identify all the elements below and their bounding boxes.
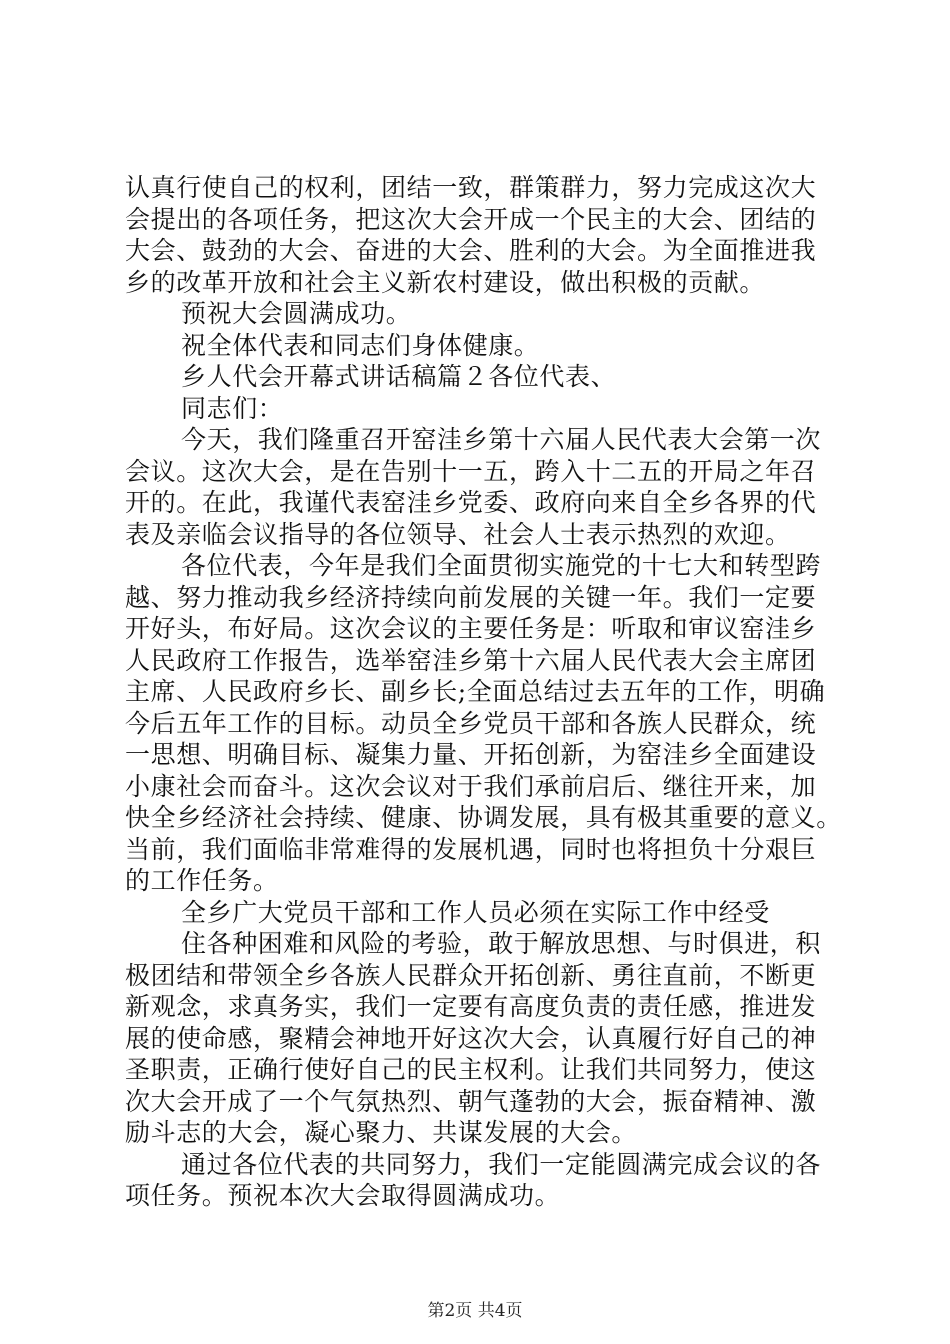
text-line: 越、努力推动我乡经济持续向前发展的关键一年。我们一定要 [125, 582, 817, 612]
text-line: 预祝大会圆满成功。 [181, 299, 412, 328]
text-line: 住各种困难和风险的考验，敢于解放思想、与时俱进，积 [181, 929, 822, 958]
text-line: 会提出的各项任务，把这次大会开成一个民主的大会、团结的 [125, 204, 817, 234]
text-line: 乡人代会开幕式讲话稿篇２各位代表、 [181, 362, 617, 391]
text-line: 新观念，求真务实，我们一定要有高度负责的责任感，推进发 [125, 992, 817, 1021]
text-line: 展的使命感，聚精会神地开好这次大会，认真履行好自己的神 [125, 1023, 817, 1053]
text-line: 项任务。预祝本次大会取得圆满成功。 [125, 1181, 561, 1210]
text-line: 极团结和带领全乡各族人民群众开拓创新、勇往直前，不断更 [125, 960, 817, 990]
text-line: 大会、鼓劲的大会、奋进的大会、胜利的大会。为全面推进我 [125, 236, 817, 265]
text-line: 今后五年工作的目标。动员全乡党员干部和各族人民群众，统 [125, 708, 817, 738]
text-line: 人民政府工作报告，选举窑洼乡第十六届人民代表大会主席团 [125, 645, 817, 675]
text-line: 一思想、明确目标、凝集力量、开拓创新，为窑洼乡全面建设 [125, 740, 817, 769]
text-line: 小康社会而奋斗。这次会议对于我们承前启后、继往开来，加 [125, 771, 817, 801]
text-line: 祝全体代表和同志们身体健康。 [181, 330, 540, 360]
page-footer: 第2页 共4页 [427, 1301, 523, 1321]
text-line: 认真行使自己的权利，团结一致，群策群力，努力完成这次大 [125, 173, 817, 202]
text-line: 快全乡经济社会持续、健康、协调发展，具有极其重要的意义。 [125, 803, 842, 832]
text-line: 同志们： [181, 393, 284, 423]
text-line: 通过各位代表的共同努力，我们一定能圆满完成会议的各 [181, 1149, 822, 1179]
text-line: 主席、人民政府乡长、副乡长;全面总结过去五年的工作，明确 [125, 677, 826, 706]
text-line: 全乡广大党员干部和工作人员必须在实际工作中经受 [181, 897, 770, 927]
text-line: 的工作任务。 [125, 866, 279, 895]
text-line: 圣职责，正确行使好自己的民主权利。让我们共同努力，使这 [125, 1055, 817, 1084]
text-line: 次大会开成了一个气氛热烈、朝气蓬勃的大会，振奋精神、激 [125, 1086, 817, 1116]
text-line: 当前，我们面临非常难得的发展机遇，同时也将担负十分艰巨 [125, 834, 817, 864]
text-line: 励斗志的大会，凝心聚力、共谋发展的大会。 [125, 1118, 638, 1147]
document-body [125, 172, 845, 1212]
text-line: 开的。在此，我谨代表窑洼乡党委、政府向来自全乡各界的代 [125, 488, 817, 517]
text-line: 各位代表，今年是我们全面贯彻实施党的十七大和转型跨 [181, 551, 822, 580]
text-line: 表及亲临会议指导的各位领导、社会人士表示热烈的欢迎。 [125, 519, 791, 549]
text-line: 乡的改革开放和社会主义新农村建设，做出积极的贡献。 [125, 267, 766, 297]
text-line: 开好头，布好局。这次会议的主要任务是：听取和审议窑洼乡 [125, 614, 817, 643]
text-line: 会议。这次大会，是在告别十一五，跨入十二五的开局之年召 [125, 456, 817, 486]
text-line: 今天，我们隆重召开窑洼乡第十六届人民代表大会第一次 [181, 425, 822, 454]
